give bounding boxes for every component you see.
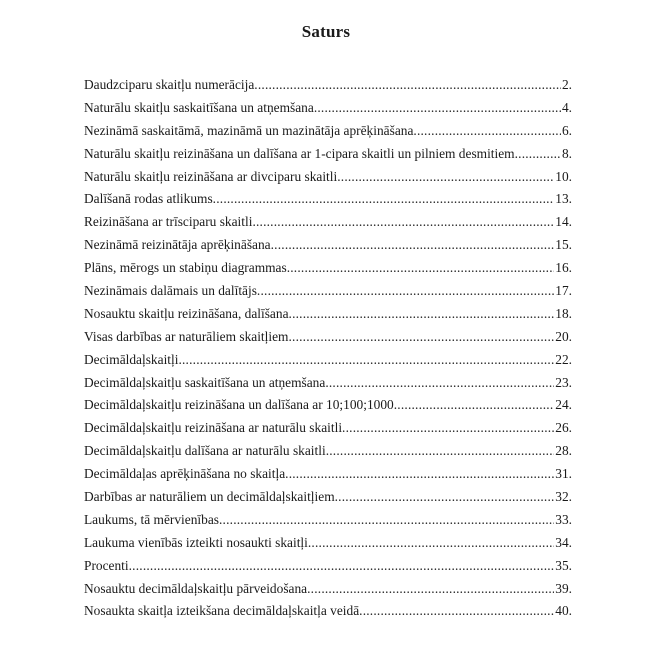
- dot-leader: [307, 581, 554, 597]
- toc-entry-title: Visas darbības ar naturāliem skaitļiem: [84, 328, 289, 344]
- toc-entry: [84, 146, 572, 169]
- dot-leader: [287, 260, 555, 276]
- toc-entry: [84, 77, 572, 100]
- toc-entry-title: Nosauktu decimāldaļskaitļu pārveidošana: [84, 580, 308, 596]
- toc-entry: [84, 489, 572, 512]
- toc-entry-page-number: 39.: [555, 580, 572, 596]
- toc-entry-title: Procenti: [84, 557, 129, 573]
- toc-entry-title: Decimāldaļas aprēķināšana no skaitļa: [84, 466, 286, 482]
- toc-entry-title: Naturālu skaitļu saskaitīšana un atņemšana: [84, 99, 314, 115]
- dot-leader: [254, 77, 561, 93]
- dot-leader: [326, 443, 555, 459]
- toc-entry-title: Nezināmā saskaitāmā, mazināmā un mazinātāja aprēķināšana: [84, 122, 414, 138]
- toc-entry: [84, 260, 572, 283]
- toc-entry: [84, 466, 572, 489]
- page-title: Saturs: [301, 22, 351, 41]
- toc-entry-page-number: 31.: [555, 466, 572, 482]
- toc-entry-page-number: 32.: [555, 489, 572, 505]
- dot-leader: [257, 283, 554, 299]
- toc-entry-page-number: 16.: [555, 260, 572, 276]
- toc-entry-page-number: 24.: [555, 397, 572, 413]
- toc-entry: [84, 535, 572, 558]
- toc-entry-title: Decimāldaļskaitļu reizināšana ar naturālu skaitli: [84, 420, 343, 436]
- dot-leader: [129, 558, 555, 574]
- toc-entry-page-number: 15.: [555, 237, 572, 253]
- dot-leader: [285, 466, 554, 482]
- toc-entry-title: Naturālu skaitļu reizināšana un dalīšana ar 1-cipara skaitli un pilniem desmitiem: [84, 145, 515, 161]
- toc-entry: [84, 191, 572, 214]
- toc-entry-title: Plāns, mērogs un stabiņu diagrammas: [84, 260, 287, 276]
- table-of-contents: [84, 77, 572, 626]
- toc-entry-title: Decimāldaļskaitļu saskaitīšana un atņemšana: [84, 374, 326, 390]
- dot-leader: [325, 375, 554, 391]
- toc-entry: [84, 237, 572, 260]
- toc-entry: [84, 100, 572, 123]
- toc-entry-page-number: 35.: [555, 557, 572, 573]
- toc-entry-page-number: 22.: [555, 351, 572, 367]
- toc-entry-title: Naturālu skaitļu reizināšana ar divciparu skaitli: [84, 168, 338, 184]
- dot-leader: [314, 100, 561, 116]
- toc-entry: [84, 123, 572, 146]
- toc-entry: [84, 329, 572, 352]
- toc-entry: [84, 420, 572, 443]
- dot-leader: [252, 214, 554, 230]
- dot-leader: [178, 352, 554, 368]
- toc-entry-title: Decimāldaļskaitļu dalīšana ar naturālu skaitli: [84, 443, 326, 459]
- toc-entry-title: Decimāldaļskaitļi: [84, 351, 179, 367]
- toc-entry-page-number: 13.: [555, 191, 572, 207]
- toc-entry-title: Laukums, tā mērvienības: [84, 511, 219, 527]
- dot-leader: [337, 169, 554, 185]
- dot-leader: [213, 191, 555, 207]
- toc-entry: [84, 169, 572, 192]
- toc-entry-page-number: 28.: [555, 443, 572, 459]
- toc-entry-page-number: 23.: [555, 374, 572, 390]
- dot-leader: [288, 329, 554, 345]
- toc-entry-title: Nosauktu skaitļu reizināšana, dalīšana: [84, 305, 289, 321]
- toc-entry: [84, 443, 572, 466]
- toc-entry-page-number: 20.: [555, 328, 572, 344]
- dot-leader: [271, 237, 555, 253]
- toc-entry-title: Nezināmais dalāmais un dalītājs: [84, 283, 257, 299]
- toc-entry-title: Darbības ar naturāliem un decimāldaļskaitļiem: [84, 489, 335, 505]
- dot-leader: [308, 535, 554, 551]
- dot-leader: [515, 146, 561, 162]
- toc-entry-title: Nosaukta skaitļa izteikšana decimāldaļskaitļa veidā: [84, 603, 360, 619]
- toc-entry-page-number: 40.: [555, 603, 572, 619]
- toc-entry: [84, 603, 572, 626]
- toc-entry-page-number: 26.: [555, 420, 572, 436]
- dot-leader: [289, 306, 555, 322]
- toc-entry: [84, 306, 572, 329]
- toc-entry-title: Reizināšana ar trīsciparu skaitli: [84, 214, 253, 230]
- toc-entry: [84, 283, 572, 306]
- dot-leader: [335, 489, 555, 505]
- toc-entry-page-number: 2.: [561, 77, 572, 92]
- toc-entry: [84, 397, 572, 420]
- toc-entry: [84, 214, 572, 237]
- dot-leader: [342, 420, 554, 436]
- toc-entry: [84, 352, 572, 375]
- toc-entry-page-number: 18.: [555, 305, 572, 321]
- toc-entry-title: Dalīšanā rodas atlikums: [84, 191, 213, 207]
- toc-entry-page-number: 33.: [555, 511, 572, 527]
- toc-entry: [84, 581, 572, 604]
- dot-leader: [219, 512, 554, 528]
- toc-entry-page-number: 34.: [555, 534, 572, 550]
- toc-entry: [84, 558, 572, 581]
- toc-entry-title: Nezināmā reizinātāja aprēķināšana: [84, 237, 271, 253]
- dot-leader: [359, 603, 554, 619]
- dot-leader: [413, 123, 561, 139]
- toc-entry-page-number: 17.: [555, 283, 572, 299]
- toc-entry: [84, 375, 572, 398]
- toc-entry-title: Laukuma vienībās izteikti nosaukti skaitļi: [84, 534, 308, 550]
- dot-leader: [394, 397, 555, 413]
- toc-entry-title: Decimāldaļskaitļu reizināšana un dalīšana ar 10;100;1000: [84, 397, 394, 413]
- toc-entry-page-number: 14.: [555, 214, 572, 230]
- toc-entry-page-number: 8.: [561, 145, 572, 161]
- toc-entry-page-number: 10.: [555, 168, 572, 184]
- toc-entry-page-number: 4.: [561, 99, 572, 115]
- toc-entry-page-number: 6.: [561, 122, 572, 138]
- toc-entry-title: Daudzciparu skaitļu numerācija: [84, 77, 255, 92]
- toc-entry: [84, 512, 572, 535]
